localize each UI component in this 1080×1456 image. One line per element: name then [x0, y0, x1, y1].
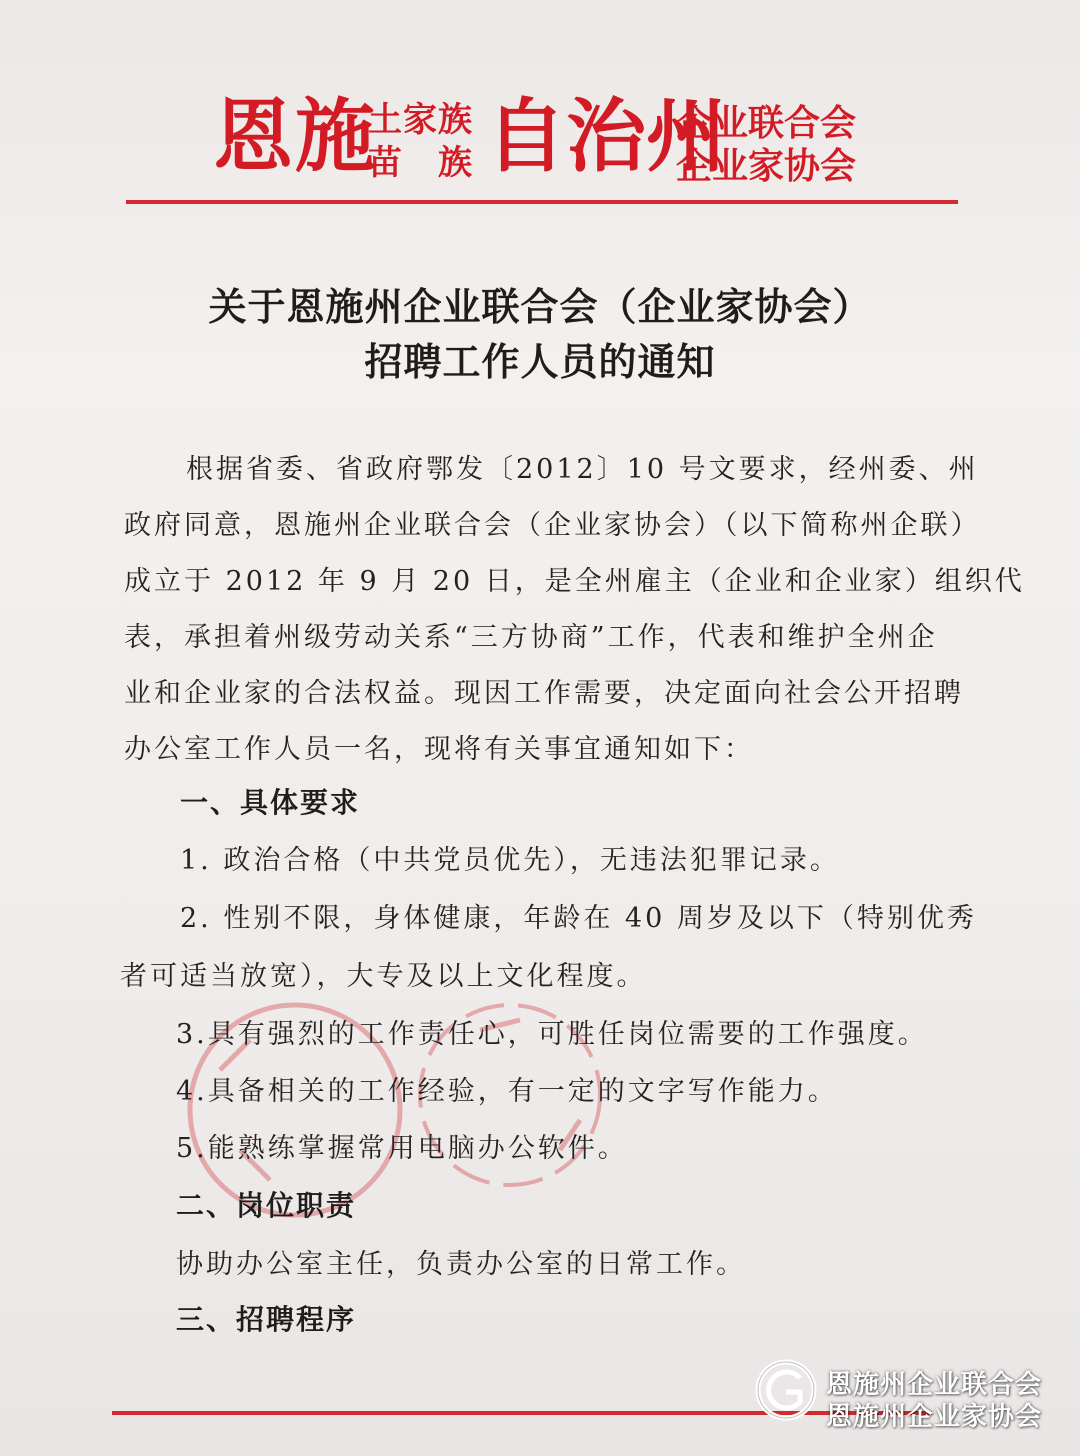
intro-line-5: 业和企业家的合法权益。现因工作需要，决定面向社会公开招聘 [124, 678, 964, 709]
federation-logo-icon [754, 1358, 818, 1422]
intro-line-4: 表，承担着州级劳动关系“三方协商”工作，代表和维护全州企 [124, 622, 938, 653]
duty-text: 协助办公室主任，负责办公室的日常工作。 [176, 1249, 746, 1280]
requirement-2-line1: 2. 性别不限，身体健康，年龄在 40 周岁及以下（特别优秀 [180, 903, 977, 934]
requirement-2-line2: 者可适当放宽），大专及以上文化程度。 [120, 961, 647, 992]
requirement-1: 1. 政治合格（中共党员优先），无违法犯罪记录。 [180, 845, 840, 876]
intro-line-2: 政府同意，恩施州企业联合会（企业家协会）（以下简称州企联） [124, 510, 981, 541]
letterhead-enshi: 恩施 [213, 89, 377, 183]
requirement-3: 3.具有强烈的工作责任心，可胜任岗位需要的工作强度。 [176, 1019, 928, 1050]
notice-title-line2: 招聘工作人员的通知 [364, 339, 716, 384]
section-heading-procedure: 三、招聘程序 [176, 1303, 357, 1336]
intro-line-1: 根据省委、省政府鄂发〔2012〕10 号文要求，经州委、州 [186, 454, 979, 485]
letterhead-entrepreneur-association: 企业家协会 [676, 145, 857, 187]
intro-line-3: 成立于 2012 年 9 月 20 日，是全州雇主（企业和企业家）组织代 [124, 566, 1025, 597]
section-heading-duties: 二、岗位职责 [176, 1189, 357, 1222]
requirement-4: 4.具备相关的工作经验，有一定的文字写作能力。 [176, 1076, 838, 1107]
letterhead-tujia: 土家族 [368, 100, 473, 140]
watermark-line2: 恩施州企业家协会 [826, 1402, 1043, 1432]
notice-title-line1: 关于恩施州企业联合会（企业家协会） [208, 284, 872, 329]
intro-line-6: 办公室工作人员一名，现将有关事宜通知如下： [124, 734, 754, 765]
letterhead-autonomous-prefecture: 自治州 [486, 89, 726, 183]
watermark-line1: 恩施州企业联合会 [826, 1370, 1043, 1400]
section-heading-requirements: 一、具体要求 [180, 786, 361, 819]
requirement-5: 5.能熟练掌握常用电脑办公软件。 [176, 1133, 628, 1164]
letterhead-miao: 苗 族 [368, 143, 473, 183]
letterhead-enterprise-federation: 企业联合会 [676, 102, 857, 144]
letterhead-red-rule [126, 200, 958, 204]
